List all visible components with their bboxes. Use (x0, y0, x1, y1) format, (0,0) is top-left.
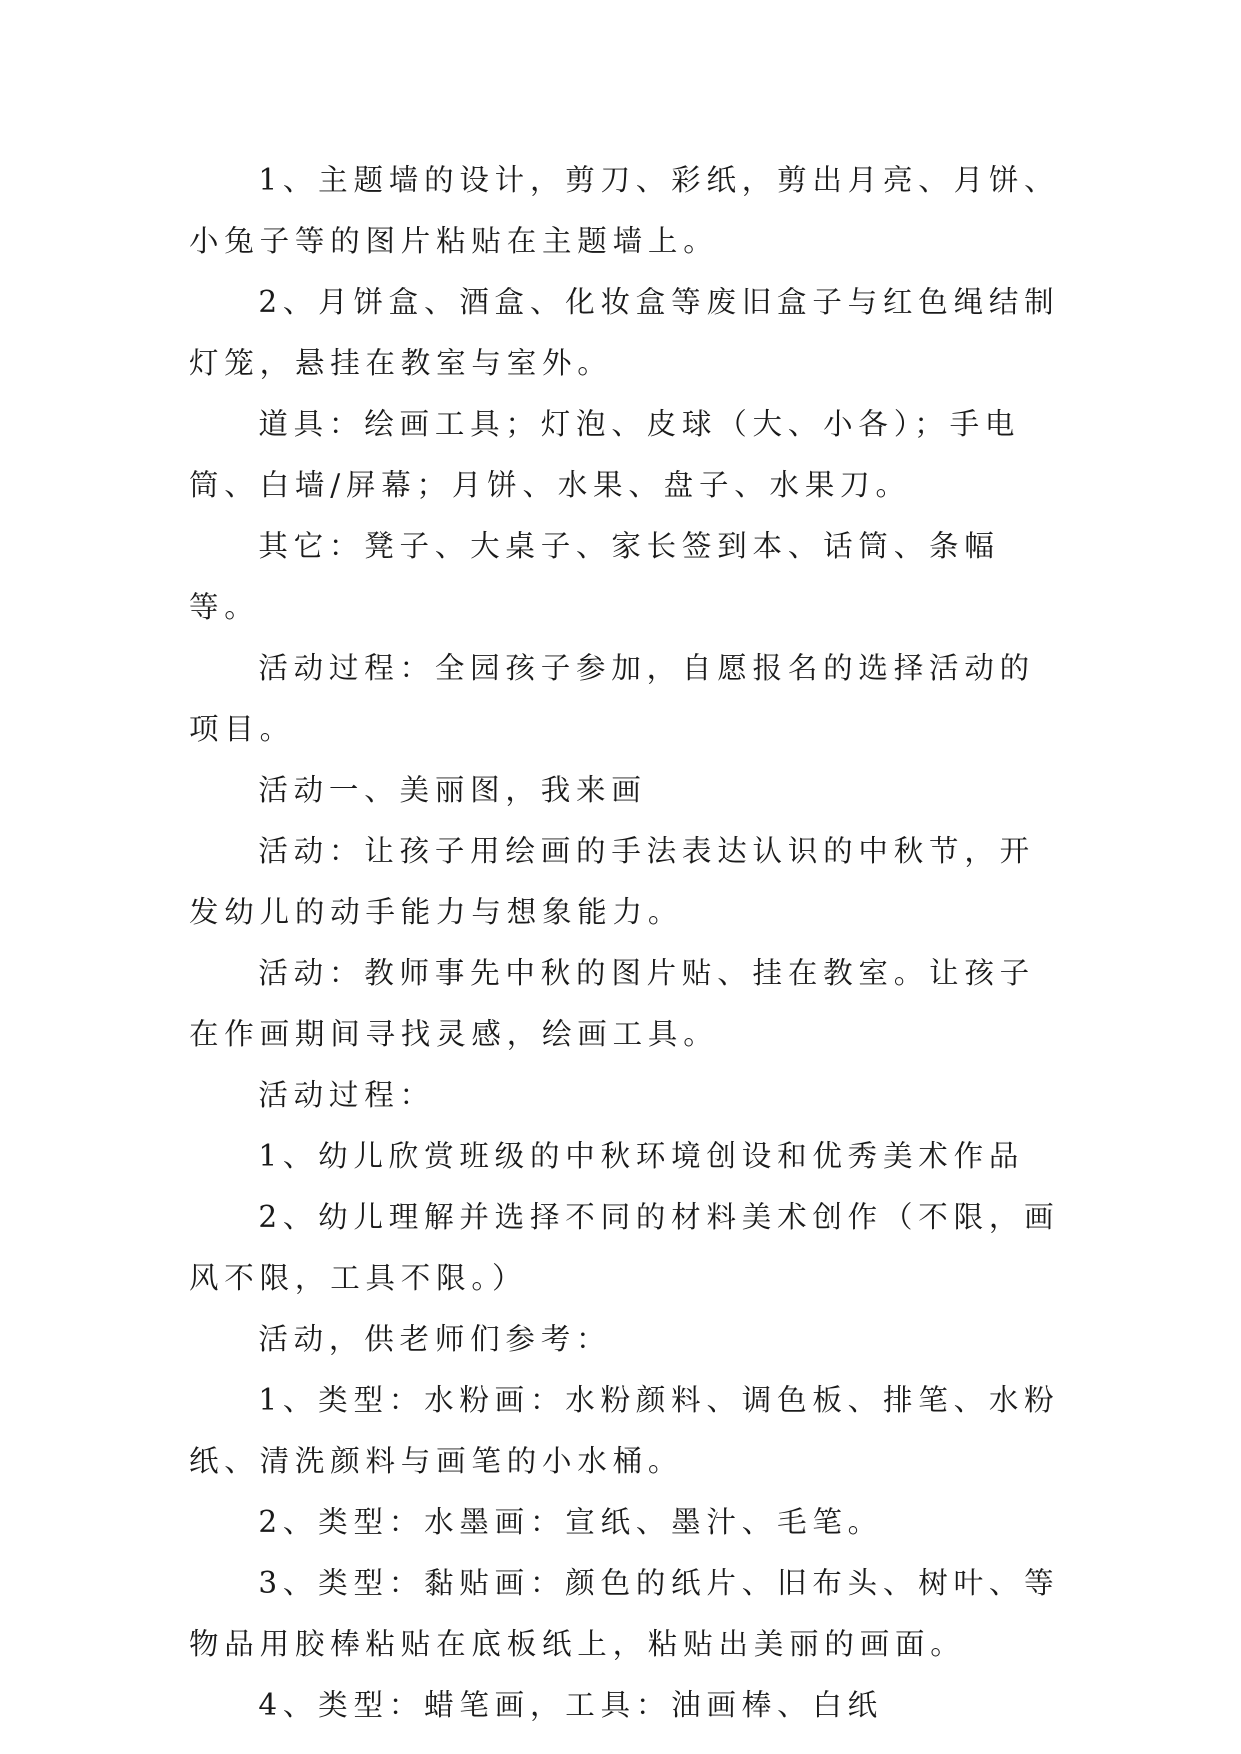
paragraph-other-items: 其它：凳子、大桌子、家长签到本、话筒、条幅等。 (189, 529, 1000, 624)
paragraph-step-2: 2、幼儿理解并选择不同的材料美术创作（不限，画风不限，工具不限。） (189, 1200, 1060, 1295)
paragraph-type-gouache: 1、类型：水粉画：水粉颜料、调色板、排笔、水粉纸、清洗颜料与画笔的小水桶。 (189, 1383, 1060, 1478)
paragraph-props: 道具：绘画工具；灯泡、皮球（大、小各）；手电筒、白墙/屏幕；月饼、水果、盘子、水果刀。 (189, 407, 1021, 502)
paragraph-type-collage: 3、类型：黏贴画：颜色的纸片、旧布头、树叶、等物品用胶棒粘贴在底板纸上，粘贴出美丽的画面。 (189, 1566, 1060, 1661)
paragraph-reference-heading: 活动，供老师们参考： (258, 1322, 612, 1356)
paragraph-type-ink: 2、类型：水墨画：宣纸、墨汁、毛笔。 (258, 1505, 883, 1539)
paragraph-theme-wall: 1、主题墙的设计，剪刀、彩纸，剪出月亮、月饼、小兔子等的图片粘贴在主题墙上。 (189, 163, 1060, 258)
paragraph-activity-process: 活动过程：全园孩子参加，自愿报名的选择活动的项目。 (189, 651, 1035, 746)
paragraph-step-1: 1、幼儿欣赏班级的中秋环境创设和优秀美术作品 (258, 1139, 1025, 1173)
paragraph-process-heading: 活动过程： (258, 1078, 435, 1112)
paragraph-activity-one-heading: 活动一、美丽图，我来画 (258, 773, 647, 807)
document-body (189, 150, 1069, 1736)
paragraph-activity-prep: 活动：教师事先中秋的图片贴、挂在教室。让孩子在作画期间寻找灵感，绘画工具。 (189, 956, 1035, 1051)
paragraph-type-crayon: 4、类型：蜡笔画，工具：油画棒、白纸 (258, 1688, 883, 1722)
paragraph-activity-goal: 活动：让孩子用绘画的手法表达认识的中秋节，开发幼儿的动手能力与想象能力。 (189, 834, 1035, 929)
paragraph-lanterns: 2、月饼盒、酒盒、化妆盒等废旧盒子与红色绳结制灯笼，悬挂在教室与室外。 (189, 285, 1060, 380)
